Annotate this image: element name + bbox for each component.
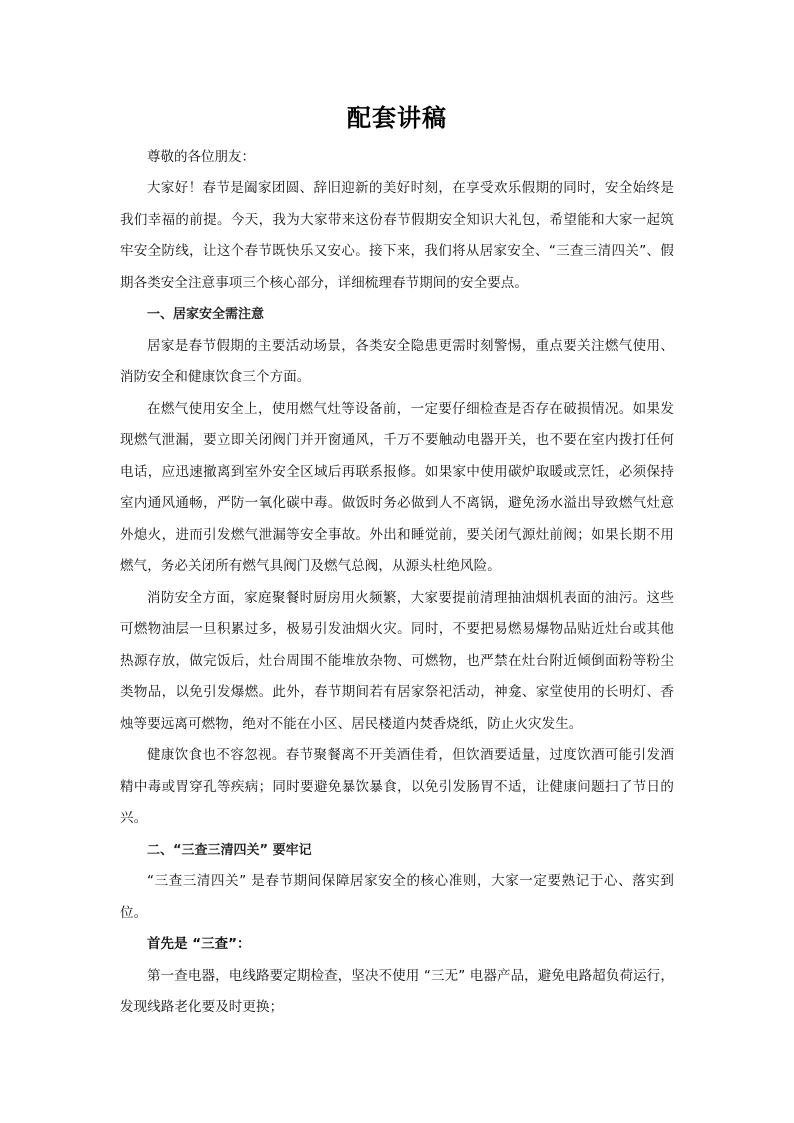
paragraph: “三查三清四关” 是春节期间保障居家安全的核心准则，大家一定要熟记于心、落实到位。	[120, 873, 674, 921]
subsection-lead: 首先是 “三查”：	[147, 936, 251, 952]
section-three-checks	[120, 835, 674, 1024]
section-heading: 二、“三查三清四关” 要牢记	[147, 842, 312, 858]
paragraph: 居家是春节假期的主要活动场景，各类安全隐患更需时刻警惕，重点要关注燃气使用、消防安全和健康饮食三个方面。	[120, 337, 674, 385]
section-home-safety	[120, 299, 674, 835]
document-page	[120, 96, 674, 1024]
section-heading: 一、居家安全需注意	[147, 307, 265, 322]
document-title: 配套讲稿	[347, 103, 447, 132]
intro-paragraph: 大家好！春节是阖家团圆、辞旧迎新的美好时刻，在享受欢乐假期的同时，安全始终是我们幸福的前提。今天，我为大家带来这份春节假期安全知识大礼包，希望能和大家一起筑牢安全防线，让这个春节既快乐又安心。接下来，我们将从居家安全、“三查三清四关”、假期各类安全注意事项三个核心部分，详细梳理春节期间的安全要点。	[120, 180, 674, 291]
paragraph-healthy-diet: 健康饮食也不容忽视。春节聚餐离不开美酒佳肴，但饮酒要适量，过度饮酒可能引发酒精中毒或胃穿孔等疾病；同时要避免暴饮暴食，以免引发肠胃不适，让健康问题扫了节日的兴。	[120, 747, 674, 826]
salutation: 尊敬的各位朋友：	[147, 149, 255, 165]
paragraph-fire-safety: 消防安全方面，家庭聚餐时厨房用火频繁，大家要提前清理抽油烟机表面的油污。这些可燃物油层一旦积累过多，极易引发油烟火灾。同时，不要把易燃易爆物品贴近灶台或其他热源存放，做完饭后，灶台周围不能堆放杂物、可燃物，也严禁在灶台附近倾倒面粉等粉尘类物品，以免引发爆燃。此外，春节期间若有居家祭祀活动，神龛、家堂使用的长明灯、香烛等要远离可燃物，绝对不能在小区、居民楼道内焚香烧纸，防止火灾发生。	[120, 589, 674, 732]
paragraph-gas-safety: 在燃气使用安全上，使用燃气灶等设备前，一定要仔细检查是否存在破损情况。如果发现燃气泄漏，要立即关闭阀门并开窗通风，千万不要触动电器开关，也不要在室内拨打任何电话，应迅速撤离到室外安全区域后再联系报修。如果家中使用碳炉取暖或烹饪，必须保持室内通风通畅，严防一氧化碳中毒。做饭时务必做到人不离锅，避免汤水溢出导致燃气灶意外熄火，进而引发燃气泄漏等安全事故。外出和睡觉前，要关闭气源灶前阀；如果长期不用燃气，务必关闭所有燃气具阀门及燃气总阀，从源头杜绝风险。	[120, 400, 674, 574]
list-item: 第一查电器，电线路要定期检查，坚决不使用 “三无” 电器产品，避免电路超负荷运行，发现线路老化要及时更换；	[120, 967, 674, 1015]
